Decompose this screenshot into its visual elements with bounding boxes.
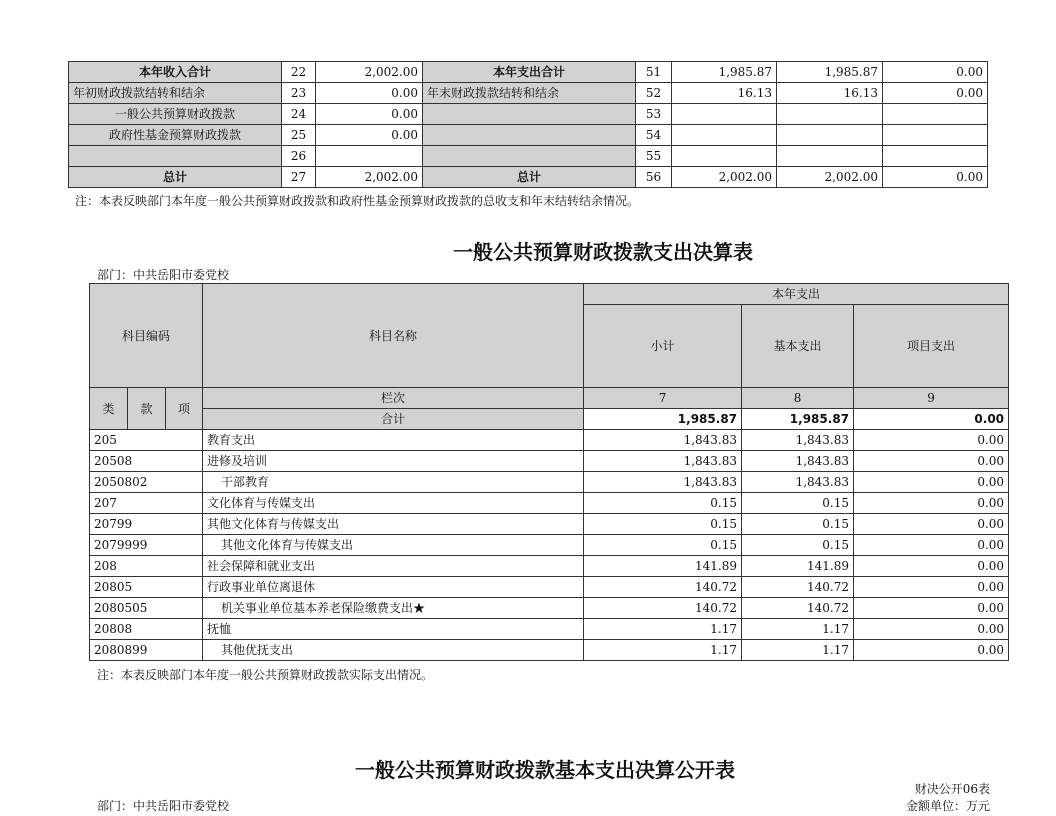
balance-left-label: 年初财政拨款结转和结余 <box>69 83 282 104</box>
balance-left-label: 政府性基金预算财政拨款 <box>69 125 282 146</box>
header-kuan: 款 <box>128 388 166 430</box>
expenditure-table <box>89 283 1009 661</box>
balance-left-label: 总计 <box>69 167 282 188</box>
next-table-form-no: 财决公开06表 <box>914 782 990 796</box>
expenditure-table-header <box>90 284 1009 430</box>
header-column-no: 栏次 <box>203 388 584 409</box>
row-name: 文化体育与传媒支出 <box>203 493 584 514</box>
balance-right-line-no: 52 <box>636 83 672 104</box>
balance-right-value-2: 1,985.87 <box>777 62 883 83</box>
balance-left-line-no: 22 <box>282 62 316 83</box>
row-code: 20805 <box>90 577 203 598</box>
row-subtotal: 1,843.83 <box>584 472 742 493</box>
balance-left-amount: 0.00 <box>316 83 423 104</box>
row-project: 0.00 <box>854 451 1009 472</box>
row-name: 行政事业单位离退休 <box>203 577 584 598</box>
total-subtotal: 1,985.87 <box>584 409 742 430</box>
balance-right-value-1 <box>672 125 777 146</box>
header-project: 项目支出 <box>854 305 1009 388</box>
balance-right-value-2: 2,002.00 <box>777 167 883 188</box>
row-basic: 1.17 <box>742 619 854 640</box>
balance-right-value-1: 2,002.00 <box>672 167 777 188</box>
balance-table-note: 注：本表反映部门本年度一般公共预算财政拨款和政府性基金预算财政拨款的总收支和年末结转结余情况。 <box>75 194 640 208</box>
balance-right-line-no: 51 <box>636 62 672 83</box>
row-name: 社会保障和就业支出 <box>203 556 584 577</box>
row-basic: 1,843.83 <box>742 451 854 472</box>
row-name: 其他优抚支出 <box>203 640 584 661</box>
row-project: 0.00 <box>854 514 1009 535</box>
row-code: 20799 <box>90 514 203 535</box>
balance-left-amount: 2,002.00 <box>316 167 423 188</box>
header-code: 科目编码 <box>90 284 203 388</box>
balance-table-body <box>69 62 988 188</box>
total-project: 0.00 <box>854 409 1009 430</box>
row-subtotal: 1.17 <box>584 619 742 640</box>
row-project: 0.00 <box>854 535 1009 556</box>
balance-right-value-2 <box>777 104 883 125</box>
balance-left-line-no: 24 <box>282 104 316 125</box>
balance-right-value-1 <box>672 104 777 125</box>
row-code: 2080505 <box>90 598 203 619</box>
expenditure-table-note: 注：本表反映部门本年度一般公共预算财政拨款实际支出情况。 <box>97 668 434 682</box>
row-subtotal: 1.17 <box>584 640 742 661</box>
balance-right-label: 总计 <box>423 167 636 188</box>
row-name: 抚恤 <box>203 619 584 640</box>
row-project: 0.00 <box>854 493 1009 514</box>
row-name: 其他文化体育与传媒支出 <box>203 514 584 535</box>
balance-left-label <box>69 146 282 167</box>
balance-row <box>69 125 988 146</box>
expenditure-table-body <box>90 430 1009 661</box>
expenditure-table-title: 一般公共预算财政拨款支出决算表 <box>453 240 753 264</box>
row-subtotal: 141.89 <box>584 556 742 577</box>
balance-left-label: 本年收入合计 <box>69 62 282 83</box>
header-subtotal: 小计 <box>584 305 742 388</box>
balance-right-label <box>423 146 636 167</box>
balance-right-value-1 <box>672 146 777 167</box>
expenditure-table-dept: 部门：中共岳阳市委党校 <box>97 268 230 282</box>
header-basic: 基本支出 <box>742 305 854 388</box>
expenditure-row <box>90 451 1009 472</box>
row-project: 0.00 <box>854 430 1009 451</box>
header-xiang: 项 <box>166 388 203 430</box>
balance-right-label <box>423 104 636 125</box>
row-name: 其他文化体育与传媒支出 <box>203 535 584 556</box>
balance-right-value-3 <box>883 125 988 146</box>
row-code: 20508 <box>90 451 203 472</box>
row-basic: 1,843.83 <box>742 430 854 451</box>
balance-left-line-no: 26 <box>282 146 316 167</box>
expenditure-row <box>90 577 1009 598</box>
balance-left-label: 一般公共预算财政拨款 <box>69 104 282 125</box>
row-basic: 1.17 <box>742 640 854 661</box>
row-name: 机关事业单位基本养老保险缴费支出★ <box>203 598 584 619</box>
row-code: 2080899 <box>90 640 203 661</box>
row-code: 207 <box>90 493 203 514</box>
row-basic: 0.15 <box>742 514 854 535</box>
row-subtotal: 1,843.83 <box>584 451 742 472</box>
expenditure-row <box>90 472 1009 493</box>
balance-right-value-1: 16.13 <box>672 83 777 104</box>
total-basic: 1,985.87 <box>742 409 854 430</box>
balance-right-line-no: 56 <box>636 167 672 188</box>
row-code: 208 <box>90 556 203 577</box>
row-subtotal: 140.72 <box>584 598 742 619</box>
balance-row <box>69 146 988 167</box>
row-name: 教育支出 <box>203 430 584 451</box>
row-project: 0.00 <box>854 640 1009 661</box>
expenditure-row <box>90 640 1009 661</box>
row-subtotal: 140.72 <box>584 577 742 598</box>
total-label: 合计 <box>203 409 584 430</box>
row-code: 2079999 <box>90 535 203 556</box>
balance-right-label: 本年支出合计 <box>423 62 636 83</box>
row-basic: 140.72 <box>742 577 854 598</box>
expenditure-row <box>90 514 1009 535</box>
balance-left-line-no: 25 <box>282 125 316 146</box>
row-basic: 140.72 <box>742 598 854 619</box>
header-col7: 7 <box>584 388 742 409</box>
row-code: 2050802 <box>90 472 203 493</box>
balance-right-value-3 <box>883 104 988 125</box>
row-project: 0.00 <box>854 598 1009 619</box>
balance-row <box>69 104 988 125</box>
header-lei: 类 <box>90 388 128 430</box>
balance-right-value-1: 1,985.87 <box>672 62 777 83</box>
row-project: 0.00 <box>854 472 1009 493</box>
balance-right-line-no: 53 <box>636 104 672 125</box>
expenditure-row <box>90 430 1009 451</box>
row-name: 干部教育 <box>203 472 584 493</box>
balance-left-line-no: 23 <box>282 83 316 104</box>
row-code: 205 <box>90 430 203 451</box>
balance-left-line-no: 27 <box>282 167 316 188</box>
balance-row <box>69 167 988 188</box>
row-basic: 0.15 <box>742 535 854 556</box>
balance-row <box>69 62 988 83</box>
row-project: 0.00 <box>854 619 1009 640</box>
balance-right-value-2 <box>777 125 883 146</box>
header-current-year: 本年支出 <box>584 284 1009 305</box>
balance-left-amount: 0.00 <box>316 125 423 146</box>
header-col8: 8 <box>742 388 854 409</box>
balance-right-value-3: 0.00 <box>883 167 988 188</box>
expenditure-row <box>90 493 1009 514</box>
row-subtotal: 0.15 <box>584 493 742 514</box>
balance-right-label: 年末财政拨款结转和结余 <box>423 83 636 104</box>
row-subtotal: 0.15 <box>584 514 742 535</box>
balance-left-amount: 0.00 <box>316 104 423 125</box>
balance-right-value-2: 16.13 <box>777 83 883 104</box>
header-name: 科目名称 <box>203 284 584 388</box>
header-col9: 9 <box>854 388 1009 409</box>
balance-right-label <box>423 125 636 146</box>
next-table-dept: 部门：中共岳阳市委党校 <box>97 799 230 813</box>
balance-right-line-no: 54 <box>636 125 672 146</box>
row-basic: 141.89 <box>742 556 854 577</box>
balance-right-value-3 <box>883 146 988 167</box>
expenditure-row <box>90 556 1009 577</box>
row-basic: 0.15 <box>742 493 854 514</box>
row-code: 20808 <box>90 619 203 640</box>
expenditure-row <box>90 619 1009 640</box>
row-basic: 1,843.83 <box>742 472 854 493</box>
next-table-unit: 金额单位：万元 <box>905 799 990 813</box>
balance-right-value-3: 0.00 <box>883 83 988 104</box>
row-subtotal: 1,843.83 <box>584 430 742 451</box>
balance-right-value-3: 0.00 <box>883 62 988 83</box>
row-name: 进修及培训 <box>203 451 584 472</box>
row-project: 0.00 <box>854 577 1009 598</box>
balance-table <box>68 61 988 188</box>
balance-left-amount: 2,002.00 <box>316 62 423 83</box>
expenditure-row <box>90 535 1009 556</box>
row-subtotal: 0.15 <box>584 535 742 556</box>
balance-right-value-2 <box>777 146 883 167</box>
expenditure-row <box>90 598 1009 619</box>
row-project: 0.00 <box>854 556 1009 577</box>
next-table-title: 一般公共预算财政拨款基本支出决算公开表 <box>355 758 735 782</box>
balance-right-line-no: 55 <box>636 146 672 167</box>
balance-row <box>69 83 988 104</box>
balance-left-amount <box>316 146 423 167</box>
